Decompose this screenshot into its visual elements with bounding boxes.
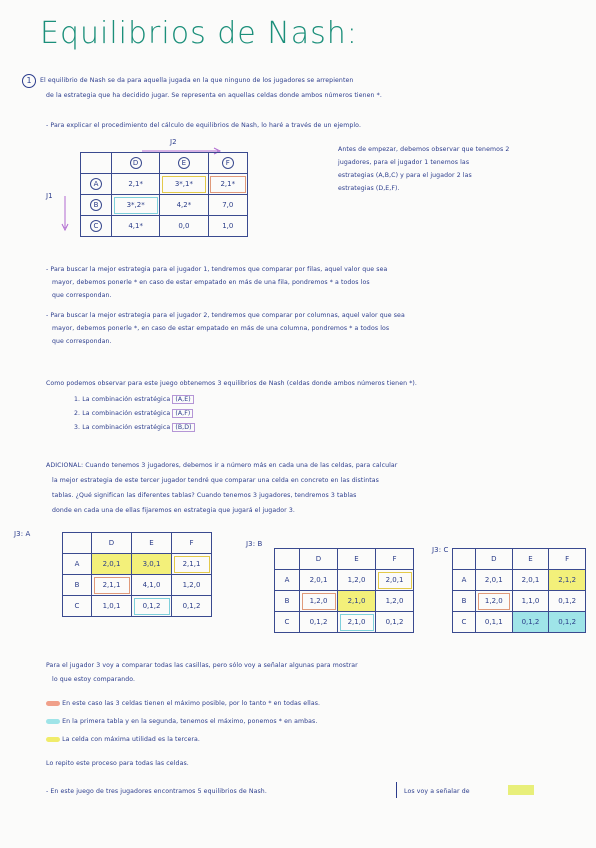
side-note-line: jugadores, para el jugador 1 tenemos las [338, 159, 470, 166]
col-header: E [160, 153, 208, 174]
legend-swatch [46, 719, 60, 724]
table-cell: 7,0 [208, 195, 247, 216]
j1-label: J1 [46, 192, 53, 200]
combo-item: 3. La combinación estratégica (B,D) [74, 424, 195, 431]
table-cell: 0,1,2 [132, 596, 172, 617]
table3-label: J3: C [432, 546, 449, 554]
table-cell: 2,0,1 [300, 570, 338, 591]
col-header: D [300, 549, 338, 570]
table-cell: 2,1,2 [549, 570, 586, 591]
table-cell: 2,1,0 [338, 591, 376, 612]
table-cell: 2,1,0 [338, 612, 376, 633]
table-cell: 3*,1* [160, 174, 208, 195]
row-header: A [81, 174, 112, 195]
table-cell: 2,0,1 [512, 570, 549, 591]
table-cell: 1,2,0 [300, 591, 338, 612]
j2-label: J2 [170, 138, 177, 146]
col-header: E [338, 549, 376, 570]
page-title: Equilibrios de Nash: [40, 16, 358, 51]
final-right-text: Los voy a señalar de [404, 788, 470, 795]
col-header: D [92, 533, 132, 554]
payoff-table-j3-a [62, 532, 212, 617]
table-cell: 0,1,2 [376, 612, 414, 633]
col-header: D [476, 549, 513, 570]
row-header: B [81, 195, 112, 216]
table-cell: 1,1,0 [512, 591, 549, 612]
payoff-table-2-players [80, 152, 248, 237]
divider [396, 782, 397, 798]
side-note-line: Antes de empezar, debemos observar que tenemos 2 [338, 146, 510, 153]
table-cell: 1,2,0 [476, 591, 513, 612]
explain-line: - Para explicar el procedimiento del cálculo de equilibrios de Nash, lo haré a través de un ejemplo. [46, 122, 362, 129]
intro-line-2: de la estrategia que ha decidido jugar. Se representa en aquellas celdas donde ambos números tienen *. [46, 92, 382, 99]
col-header: F [172, 533, 212, 554]
para-j2-line: - Para buscar la mejor estrategia para el jugador 2, tendremos que comparar por columnas, aquel valor que sea [46, 312, 405, 319]
table3-label: J3: A [14, 530, 31, 538]
row-header: A [275, 570, 300, 591]
down-arrow-icon [60, 196, 70, 232]
payoff-table-j3-b [274, 548, 414, 633]
table-cell: 2,0,1 [376, 570, 414, 591]
table-cell: 2,1,1 [92, 575, 132, 596]
repeat-line: Lo repito este proceso para todas las celdas. [46, 760, 189, 767]
side-note-line: estrategias (A,B,C) y para el jugador 2 las [338, 172, 472, 179]
row-header: B [453, 591, 476, 612]
para-j1-line: - Para buscar la mejor estrategia para el jugador 1, tendremos que comparar por filas, aquel valor que sea [46, 266, 388, 273]
row-header: C [275, 612, 300, 633]
row-header: C [453, 612, 476, 633]
table-cell: 1,0,1 [92, 596, 132, 617]
table-cell: 1,2,0 [376, 591, 414, 612]
row-header: B [63, 575, 92, 596]
combo-item: 1. La combinación estratégica (A,E) [74, 396, 194, 403]
col-header: E [132, 533, 172, 554]
table-cell: 0,1,2 [549, 612, 586, 633]
payoff-table-j3-c [452, 548, 586, 633]
row-header: A [63, 554, 92, 575]
para-j2-line: mayor, debemos ponerle *, en caso de estar empatado en más de una columna, pondremos * a todos los [52, 325, 390, 332]
row-header: A [453, 570, 476, 591]
table-cell: 2,1* [112, 174, 160, 195]
para-j2-line: que correspondan. [52, 338, 112, 345]
table-cell: 0,1,2 [549, 591, 586, 612]
section-number: 1 [22, 74, 36, 88]
table-cell: 1,2,0 [172, 575, 212, 596]
table-cell: 2,1,1 [172, 554, 212, 575]
row-header: B [275, 591, 300, 612]
conclusion-intro: Como podemos observar para este juego obtenemos 3 equilibrios de Nash (celdas donde ambos números tienen *). [46, 380, 417, 387]
para-j3-line: lo que estoy comparando. [52, 676, 136, 683]
table-cell: 0,0 [160, 216, 208, 237]
col-header: D [112, 153, 160, 174]
table-cell: 2,0,1 [476, 570, 513, 591]
table-cell: 4,1* [112, 216, 160, 237]
adicional-line: donde en cada una de ellas fijaremos en estrategia que jugará el jugador 3. [52, 507, 295, 514]
legend-swatch [46, 737, 60, 742]
row-header: C [81, 216, 112, 237]
table-cell: 3*,2* [112, 195, 160, 216]
col-header: F [208, 153, 247, 174]
table-cell: 2,0,1 [92, 554, 132, 575]
para-j1-line: que correspondan. [52, 292, 112, 299]
table-cell: 0,1,2 [172, 596, 212, 617]
table-cell: 3,0,1 [132, 554, 172, 575]
legend-swatch [46, 701, 60, 706]
adicional-line: tablas. ¿Qué significan las diferentes tablas? Cuando tenemos 3 jugadores, tendremos 3 tablas [52, 492, 357, 499]
legend-item: La celda con máxima utilidad es la tercera. [46, 736, 200, 743]
para-j3-line: Para el jugador 3 voy a comparar todas las casillas, pero sólo voy a señalar algunas para mostrar [46, 662, 358, 669]
table-cell: 2,1* [208, 174, 247, 195]
legend-item: En la primera tabla y en la segunda, tenemos el máximo, ponemos * en ambas. [46, 718, 317, 725]
legend-item: En este caso las 3 celdas tienen el máximo posible, por lo tanto * en todas ellas. [46, 700, 320, 707]
table-cell: 4,1,0 [132, 575, 172, 596]
table-cell: 0,1,2 [512, 612, 549, 633]
col-header: E [512, 549, 549, 570]
table-cell: 4,2* [160, 195, 208, 216]
final-line: - En este juego de tres jugadores encontramos 5 equilibrios de Nash. [46, 788, 267, 795]
col-header: F [376, 549, 414, 570]
combo-item: 2. La combinación estratégica (A,F) [74, 410, 193, 417]
col-header: F [549, 549, 586, 570]
table3-label: J3: B [246, 540, 263, 548]
yellow-swatch [508, 785, 534, 795]
table-cell: 1,0 [208, 216, 247, 237]
row-header: C [63, 596, 92, 617]
table-cell: 1,2,0 [338, 570, 376, 591]
table-cell: 0,1,2 [300, 612, 338, 633]
table-cell: 0,1,1 [476, 612, 513, 633]
side-note-line: estrategias (D,E,F). [338, 185, 400, 192]
adicional-line: ADICIONAL: Cuando tenemos 3 jugadores, debemos ir a número más en cada una de las celdas, para calcular [46, 462, 398, 469]
para-j1-line: mayor, debemos ponerle * en caso de estar empatado en más de una fila, pondremos * a todos los [52, 279, 370, 286]
intro-line-1: El equilibrio de Nash se da para aquella jugada en la que ninguno de los jugadores se arrepienten [40, 77, 354, 84]
adicional-line: la mejor estrategia de este tercer jugador tendré que comparar una celda en concreto en las distintas [52, 477, 379, 484]
